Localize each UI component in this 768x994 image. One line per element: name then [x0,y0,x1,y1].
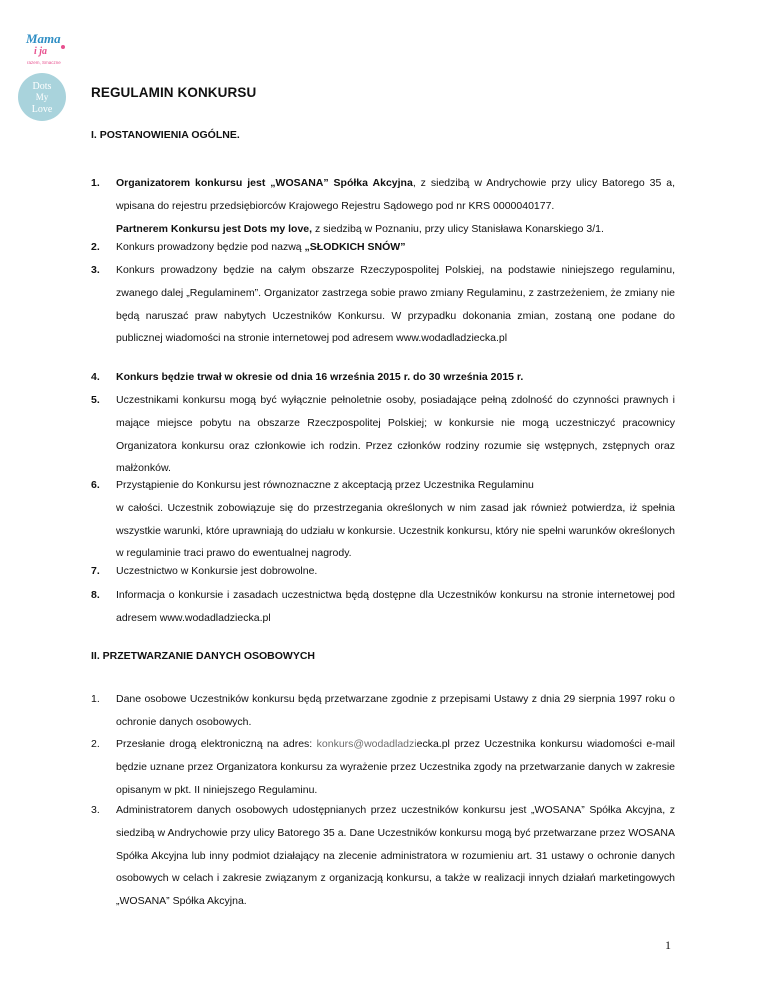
item-number: 4. [91,371,100,383]
item-number: 1. [91,177,100,189]
item-text: Konkurs prowadzony będzie pod nazwą [116,241,305,253]
item-number: 5. [91,394,100,406]
item-number: 1. [91,693,100,705]
item-text: Uczestnictwo w Konkursie jest dobrowolne. [116,565,318,577]
item-body [116,474,675,565]
dots-my-love-logo [17,72,67,122]
partner-bold: Partnerem Konkursu jest Dots my love, [116,222,313,235]
section-1-item-5 [91,389,675,480]
item-number: 2. [91,241,100,253]
love-logo-word: Love [31,104,53,115]
section-2-item-2 [91,733,675,801]
mama-logo-tagline: razem, Smaczne [27,60,61,65]
item-body [116,172,675,240]
contest-email-link[interactable]: konkurs@wodadladzi [316,738,417,750]
ija-logo-word: i ja [34,46,48,57]
item-text-after: przez Uczestnika konkursu wiadomości e-mail będzie uznane przez Organizatora konkursu za wyrażenie przez Uczestnika zgody na przetwarzanie danych w zakresie opisanym w pkt. II niniejszego Regulaminu. [116,738,675,796]
section-2-item-3 [91,799,675,913]
item-text: w całości. Uczestnik zobowiązuje się do przestrzegania określonych w nim zasad jak również potwierdza, iż spełnia wszystkie warunki, które uprawniają do udziału w konkursie. Uczestnik konkursu, który nie spełni warunków określonych w regulaminie traci prawo do ewentualnej nagrody. [116,501,675,560]
item-number: 8. [91,589,100,601]
section-1-item-7 [91,560,675,583]
heart-dot-icon [61,45,65,49]
item-text: Konkurs prowadzony będzie na całym obszarze Rzeczypospolitej Polskiej, na podstawie niniejszego regulaminu, zwanego dalej „Regulaminem”. Organizator zastrzega sobie prawo zmiany Regulaminu, z zastrzeżeniem, że zmiany nie będą naruszać praw nabytych Uczestników Konkursu. W przypadku dokonania zmian, zostaną one podane do publicznej wiadomości na stronie internetowej pod adresem www.wodadladziecka.pl [116,264,675,345]
organizer-details: , z siedzibą w Andrychowie przy ulicy Batorego 35 a, wpisana do rejestru przedsiębiorców Krajowego Rejestru Sądowego pod nr KRS 0000040177. [116,177,675,212]
dots-logo-word: Dots [32,81,52,92]
item-number: 3. [91,804,100,816]
item-number: 2. [91,738,100,750]
item-number: 7. [91,565,100,577]
item-text: Informacja o konkursie i zasadach uczestnictwa będą dostępne dla Uczestników konkursu na stronie internetowej pod adresem www.wodadladziecka.pl [116,589,675,624]
section-1-item-4 [91,366,675,389]
item-number: 6. [91,479,100,491]
section-2-heading: II. PRZETWARZANIE DANYCH OSOBOWYCH [91,650,316,662]
section-2-item-1 [91,688,675,734]
item-text: Uczestnikami konkursu mogą być wyłącznie pełnoletnie osoby, posiadające pełną zdolność do czynności prawnych i mające miejsce pobytu na obszarze Rzeczpospolitej Polskiej; w konkursie nie mogą uczestniczyć pracownicy Organizatora konkursu oraz członkowie ich rodzin. Przez członków rodziny rozumie się wstępnych, zstępnych oraz małżonków. [116,394,675,475]
document-title: REGULAMIN KONKURSU [91,85,257,100]
mama-logo-word: Mama [26,31,61,46]
section-1-heading: I. POSTANOWIENIA OGÓLNE. [91,129,240,141]
my-logo-word: My [35,92,49,102]
partner-details: z siedzibą w Poznaniu, przy ulicy Stanisława Konarskiego 3/1. [312,222,604,235]
page-number: 1 [665,938,671,952]
item-body [116,733,675,801]
section-1-item-3 [91,259,675,350]
contest-name: „SŁODKICH SNÓW” [304,241,406,253]
item-text: Administratorem danych osobowych udostępnianych przez uczestników konkursu jest „WOSANA” Spółka Akcyjna, z siedzibą w Andrychowie przy ulicy Batorego 35 a. Dane Uczestników konkursu mogą być przetwarzane przez WOSANA Spółka Akcyjna lub inny podmiot działający na zlecenie administratora w rozumieniu art. 31 ustawy o ochronie danych osobowych w celach i zakresie związanym z organizacją konkursu, a także w realizacji innych działań marketingowych „WOSANA” Spółka Akcyjna. [116,804,675,908]
mama-i-ja-logo [22,27,74,67]
item-body [116,236,675,259]
item-first-line: Przystąpienie do Konkursu jest równoznaczne z akceptacją przez Uczestnika Regulaminu [116,479,534,491]
section-1-item-8 [91,584,675,630]
section-1-item-1 [91,172,675,240]
item-text: Dane osobowe Uczestników konkursu będą przetwarzane zgodnie z przepisami Ustawy z dnia 29 sierpnia 1997 roku o ochronie danych osobowych. [116,693,675,728]
section-1-item-2 [91,236,675,259]
item-text-before: Przesłanie drogą elektroniczną na adres: [116,738,317,750]
item-number: 3. [91,264,100,276]
organizer-bold: Organizatorem konkursu jest „WOSANA” Spółka Akcyjna [116,177,413,189]
item-text: Konkurs będzie trwał w okresie od dnia 16 września 2015 r. do 30 września 2015 r. [116,371,524,383]
section-1-item-6 [91,474,675,565]
contest-email-tail: ecka.pl [416,738,450,750]
